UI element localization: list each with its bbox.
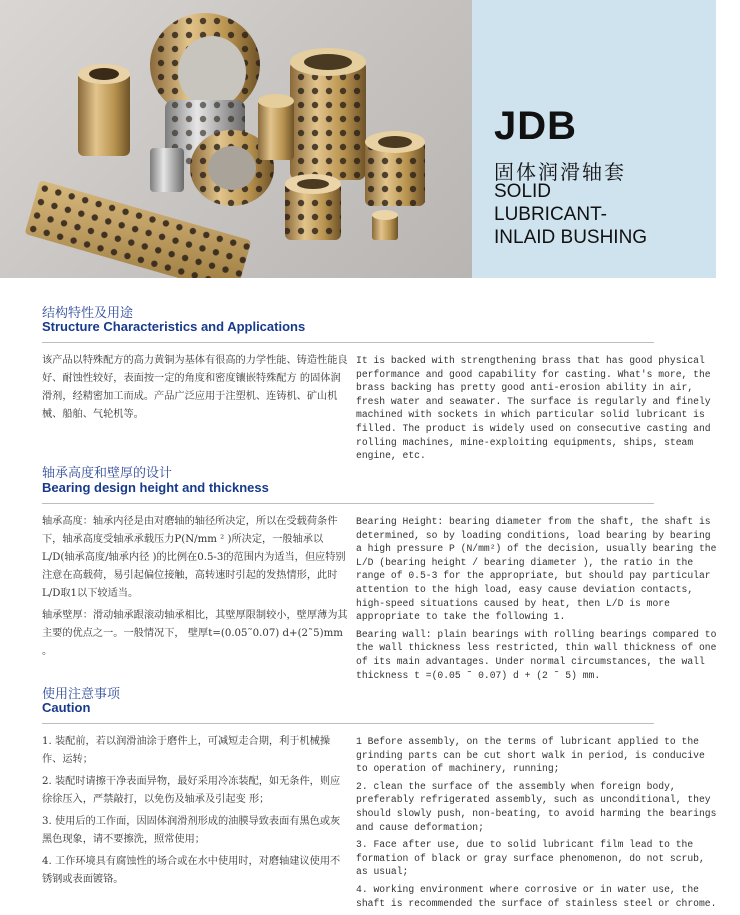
caution-item-en: 1 Before assembly, on the terms of lubricant applied to the grinding parts can be cut short walk in period, is conducive to operation of machinery, running;: [356, 736, 705, 775]
bushings-icon: [0, 0, 472, 278]
section-divider: [42, 342, 654, 343]
paragraph-en: Bearing Height: bearing diameter from the shaft, the shaft is determined, so by loading conditions, load bearing by bearing a high pressure P (N/mm²) of the decision, usually bearing the L/D (bearing height / bearing diameter ), the ratio in the range of 0.5-3 for the appropriate, but should pay particular attention to the high load, easy cause deviation contacts, high-speed situations caused by heat, then L/D is more appropriate to take the following 1.: [356, 516, 717, 623]
product-code: JDB: [494, 104, 578, 148]
paragraph-cn: 该产品以特殊配方的高力黄铜为基体有很高的力学性能、铸造性能良好、耐蚀性较好，表面按一定的角度和密度镶嵌特殊配方 的固体润滑剂，经精密加工而成。产品广泛应用于注塑机、连铸机、矿山机械、船舶、气轮机等。: [42, 355, 348, 420]
caution-item-en: 3. Face after use, due to solid lubricant film lead to the formation of black or gray surface phenomenon, do not scrub, as usual;: [356, 839, 705, 878]
paragraph-cn: 轴承高度：轴承内径是由对磨轴的轴径所决定，所以在受载荷条件下，轴承高度受轴承承载压力P(N/mm ² )所决定，一般轴承以L/D(轴承高度/轴承内径 )的比例在0.5-3的范围内为适当，但应特别注意在高载荷，易引起偏位接触，高转速时引起的发热情形，此时L/D取1以下较适当。: [42, 516, 346, 599]
caution-item-cn: 4. 工作环境具有腐蚀性的场合或在水中使用时，对磨轴建议使用不锈钢或表面镀铬。: [42, 856, 341, 885]
section-text-en: [356, 354, 720, 467]
caution-item-cn: 2. 装配时请擦干净表面异物，最好采用冷冻装配，如无条件，则应徐徐压入，严禁敲打，以免伤及轴承及引起变 形；: [42, 776, 341, 805]
product-title-en: SOLID LUBRICANT- INLAID BUSHING: [494, 181, 648, 248]
section-title-en: Structure Characteristics and Applications: [42, 319, 306, 334]
paragraph-en: Bearing wall: plain bearings with rolling bearings compared to the wall thickness less restricted, thin wall thickness of one of its main advantages. Under normal circumstances, the wall thickness t =(0.05 ˜ 0.07) d + (2 ˜ 5) mm.: [356, 628, 717, 681]
caution-item-en: 4. working environment where corrosive or in water use, the shaft is recommended the surface of stainless steel or chrome.: [356, 883, 717, 909]
caution-item-en: 2. clean the surface of the assembly when foreign body, preferably refrigerated assembly, such as unconditional, they should slowly push, non-beating, to avoid harming the bearings and cause deformation;: [356, 780, 717, 833]
section-divider: [42, 723, 654, 724]
section-text-cn: [42, 733, 348, 893]
section-text-en: [356, 515, 720, 686]
caution-item-cn: 1. 装配前，若以润滑油涂于磨件上，可减短走合期，利于机械操作、运转；: [42, 736, 331, 765]
caution-item-cn: 3. 使用后的工作面，因固体润滑剂形成的油膜导致表面有黑色或灰黑色现象，请不要擦洗，照常使用；: [42, 816, 341, 845]
paragraph-en: It is backed with strengthening brass that has good physical performance and good capability for casting. What's more, the brass backing has pretty good anti-erosion ability in air, fresh water and seawater. The surface is regularly and finely machined with sockets in which particular solid lubricant is filled. The product is widely used on consecutive casting and rolling machines, mine-exploiting equipments, ships, steam engine, etc.: [356, 355, 711, 462]
section-text-cn: [42, 513, 348, 665]
section-title-cn: 结构特性及用途: [42, 306, 134, 321]
section-title-en: Caution: [42, 700, 91, 715]
section-title-en: Bearing design height and thickness: [42, 480, 269, 495]
product-title-cn: 固体润滑轴套: [494, 160, 626, 184]
section-title-cn: 轴承高度和壁厚的设计: [42, 466, 173, 481]
section-text-cn: [42, 352, 348, 428]
section-title-cn: 使用注意事项: [42, 687, 121, 702]
section-divider: [42, 503, 654, 504]
paragraph-cn: 轴承壁厚：滑动轴承跟滚动轴承相比，其壁厚限制较小，壁厚薄为其主要的优点之一。一般情况下， 壁厚t=(0.05˜0.07) d+(2˜5)mm 。: [42, 610, 348, 657]
section-text-en: [356, 735, 720, 914]
bushings-photo: [0, 0, 472, 278]
